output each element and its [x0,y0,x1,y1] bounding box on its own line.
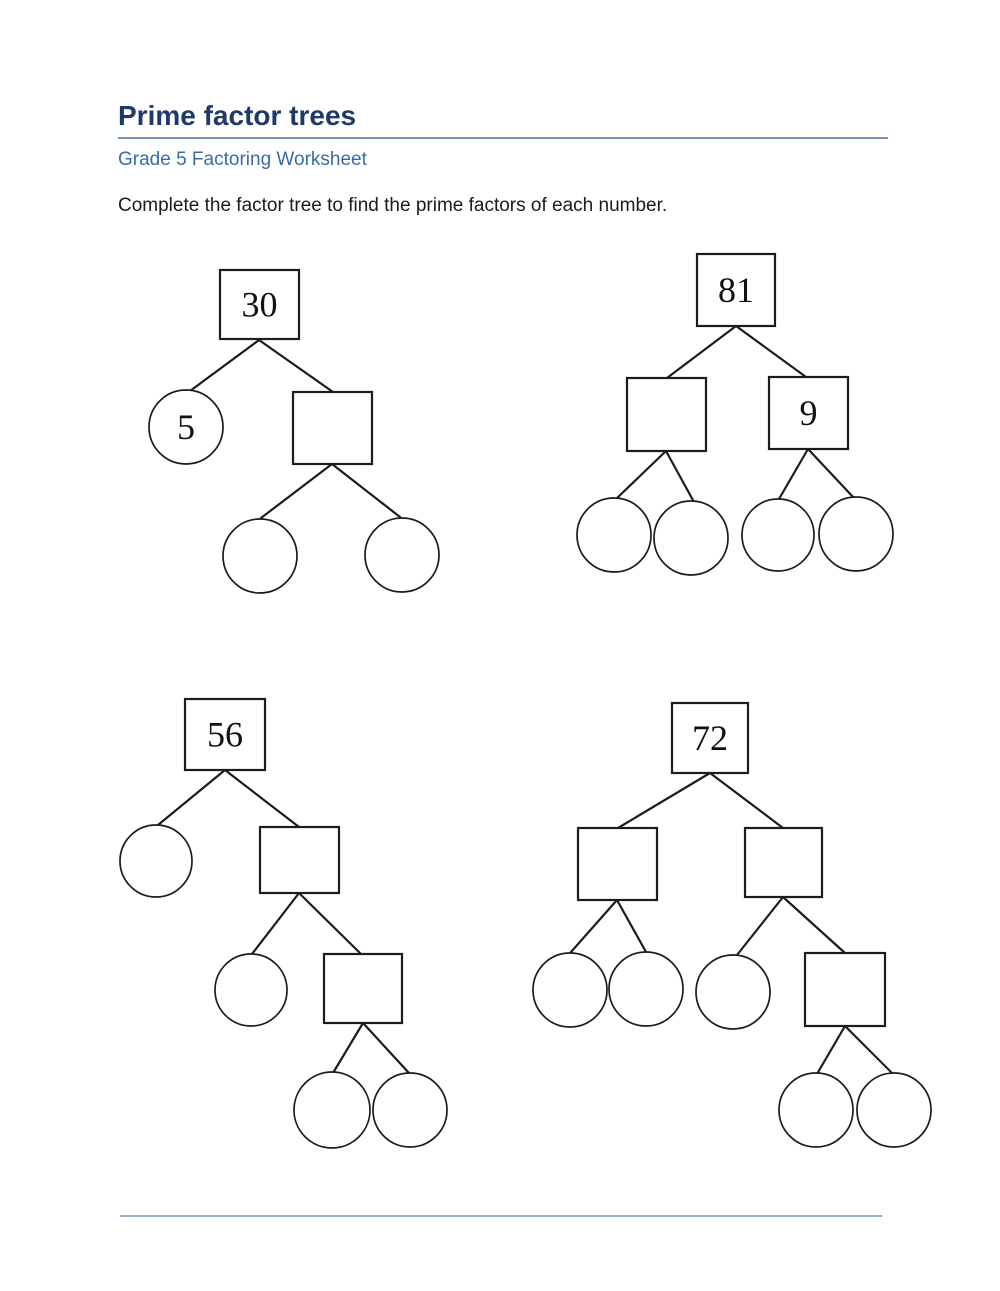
tree-30-branch-line [259,340,333,392]
tree-72-blank-circle-1[interactable] [533,953,607,1027]
tree-72-branch-line [783,897,845,953]
tree-72-blank-circle-3[interactable] [696,955,770,1029]
instruction-text: Complete the factor tree to find the prime factors of each number. [118,195,668,216]
tree-30-root-box-label: 30 [241,284,278,325]
tree-72-branch-line [737,897,783,955]
tree-56-blank-circle-3[interactable] [294,1072,370,1148]
tree-30-branch-line [261,464,332,518]
tree-81-root-box-label: 81 [718,270,754,310]
tree-81-branch-line [667,326,736,378]
tree-72-blank-circle-4[interactable] [779,1073,853,1147]
tree-81-blank-circle-1[interactable] [577,498,651,572]
tree-30-blank-box[interactable] [293,392,372,464]
tree-56-blank-circle-1[interactable] [120,825,192,897]
tree-56 [120,699,447,1148]
tree-72-root-box-label: 72 [692,718,728,758]
tree-30-factor-circle-5-label: 5 [177,407,195,447]
tree-56-blank-box-2[interactable] [324,954,402,1023]
tree-81-blank-box-left[interactable] [627,378,706,451]
tree-30-branch-line [332,464,400,517]
footer-rule [120,1215,882,1217]
tree-56-blank-box-1[interactable] [260,827,339,893]
tree-56-branch-line [225,770,299,827]
tree-56-branch-line [333,1023,363,1073]
tree-81-branch-line [779,449,808,499]
tree-81-branch-line [666,451,694,502]
tree-72-blank-circle-5[interactable] [857,1073,931,1147]
tree-72-branch-line [617,900,646,952]
tree-72-branch-line [817,1026,845,1074]
tree-56-branch-line [252,893,299,954]
tree-81-branch-line [808,449,854,498]
tree-56-branch-line [158,770,225,825]
tree-81-blank-circle-2[interactable] [654,501,728,575]
tree-56-branch-line [363,1023,409,1073]
tree-81-blank-circle-3[interactable] [742,499,814,571]
tree-56-blank-circle-4[interactable] [373,1073,447,1147]
tree-72-blank-box-2[interactable] [805,953,885,1026]
tree-30-branch-line [190,340,259,391]
tree-81-branch-line [736,326,806,377]
tree-81-blank-circle-4[interactable] [819,497,893,571]
tree-81-branch-line [616,451,666,499]
tree-72-branch-line [618,773,710,828]
tree-30-blank-circle-left[interactable] [223,519,297,593]
tree-72-blank-box-left[interactable] [578,828,657,900]
page-title: Prime factor trees [118,100,357,131]
tree-56-branch-line [299,893,361,954]
tree-81 [577,254,893,575]
tree-30 [149,270,439,593]
worksheet-subtitle: Grade 5 Factoring Worksheet [118,149,367,170]
tree-72-branch-line [710,773,783,828]
tree-56-blank-circle-2[interactable] [215,954,287,1026]
tree-81-factor-box-9-label: 9 [799,393,818,433]
tree-72 [533,703,931,1147]
tree-72-branch-line [571,900,617,952]
tree-72-blank-box-right[interactable] [745,828,822,897]
tree-56-root-box-label: 56 [207,714,243,755]
tree-72-blank-circle-2[interactable] [609,952,683,1026]
tree-30-blank-circle-right[interactable] [365,518,439,592]
tree-72-branch-line [845,1026,892,1073]
